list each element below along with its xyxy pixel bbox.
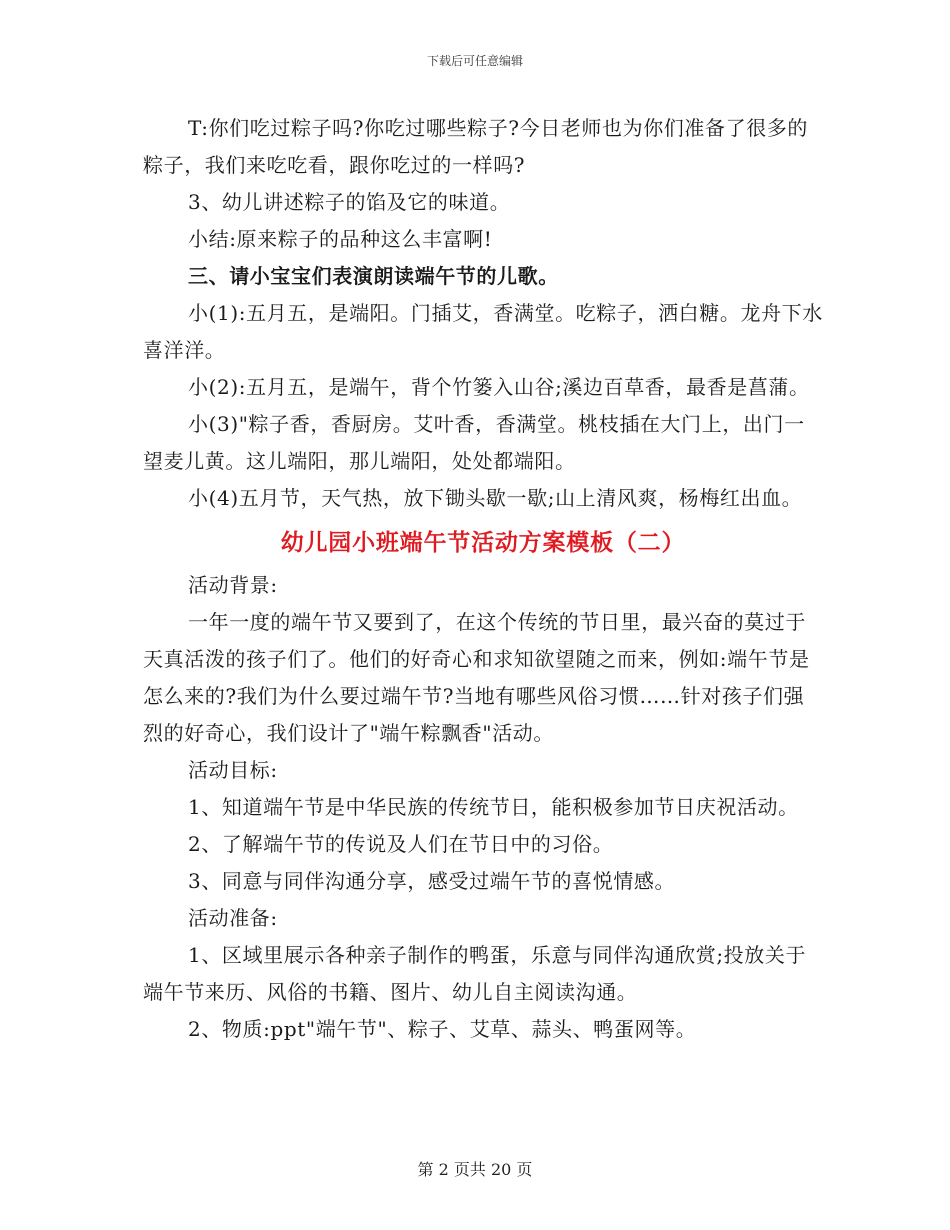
page-header: 下载后可任意编辑 xyxy=(426,54,523,68)
paragraph: 活动准备: xyxy=(188,906,278,930)
paragraph: 2、物质:ppt"端午节"、粽子、艾草、蒜头、鸭蛋网等。 xyxy=(188,1017,697,1041)
paragraph: 3、幼儿讲述粽子的馅及它的味道。 xyxy=(188,190,511,214)
paragraph: 3、同意与同伴沟通分享，感受过端午节的喜悦情感。 xyxy=(188,869,676,893)
subsection-heading: 三、请小宝宝们表演朗读端午节的儿歌。 xyxy=(188,264,559,288)
paragraph: 小(2):五月五，是端午，背个竹篓入山谷;溪边百草香，最香是菖蒲。 xyxy=(188,375,810,399)
paragraph: 1、知道端午节是中华民族的传统节日，能积极参加节日庆祝活动。 xyxy=(188,795,799,819)
paragraph: 小结:原来粽子的品种这么丰富啊! xyxy=(188,227,493,251)
paragraph: 1、区域里展示各种亲子制作的鸭蛋，乐意与同伴沟通欣赏;投放关于端午节来历、风俗的书籍、图片、幼儿自主阅读沟通。 xyxy=(143,943,807,1004)
paragraph: 2、了解端午节的传说及人们在节日中的习俗。 xyxy=(188,832,614,856)
paragraph: 小(3)"粽子香，香厨房。艾叶香，香满堂。桃枝插在大门上，出门一望麦儿黄。这儿端阳，那儿端阳，处处都端阳。 xyxy=(143,412,805,473)
paragraph: 活动目标: xyxy=(188,758,278,782)
document-body xyxy=(143,110,823,1048)
paragraph: 活动背景: xyxy=(188,573,278,597)
page-footer: 第 2 页共 20 页 xyxy=(417,1160,533,1179)
paragraph: 一年一度的端午节又要到了，在这个传统的节日里，最兴奋的莫过于天真活泼的孩子们了。他们的好奇心和求知欲望随之而来，例如:端午节是怎么来的?我们为什么要过端午节?当地有哪些风俗习惯……针对孩子们强烈的好奇心，我们设计了"端午粽飘香"活动。 xyxy=(143,610,810,745)
paragraph: T:你们吃过粽子吗?你吃过哪些粽子?今日老师也为你们准备了很多的粽子，我们来吃吃看，跟你吃过的一样吗? xyxy=(143,116,809,177)
paragraph: 小(1):五月五，是端阳。门插艾，香满堂。吃粽子，洒白糖。龙舟下水喜洋洋。 xyxy=(143,301,823,362)
paragraph: 小(4)五月节，天气热，放下锄头歇一歇;山上清风爽，杨梅红出血。 xyxy=(188,486,803,510)
section-title: 幼儿园小班端午节活动方案模板（二） xyxy=(280,529,686,556)
